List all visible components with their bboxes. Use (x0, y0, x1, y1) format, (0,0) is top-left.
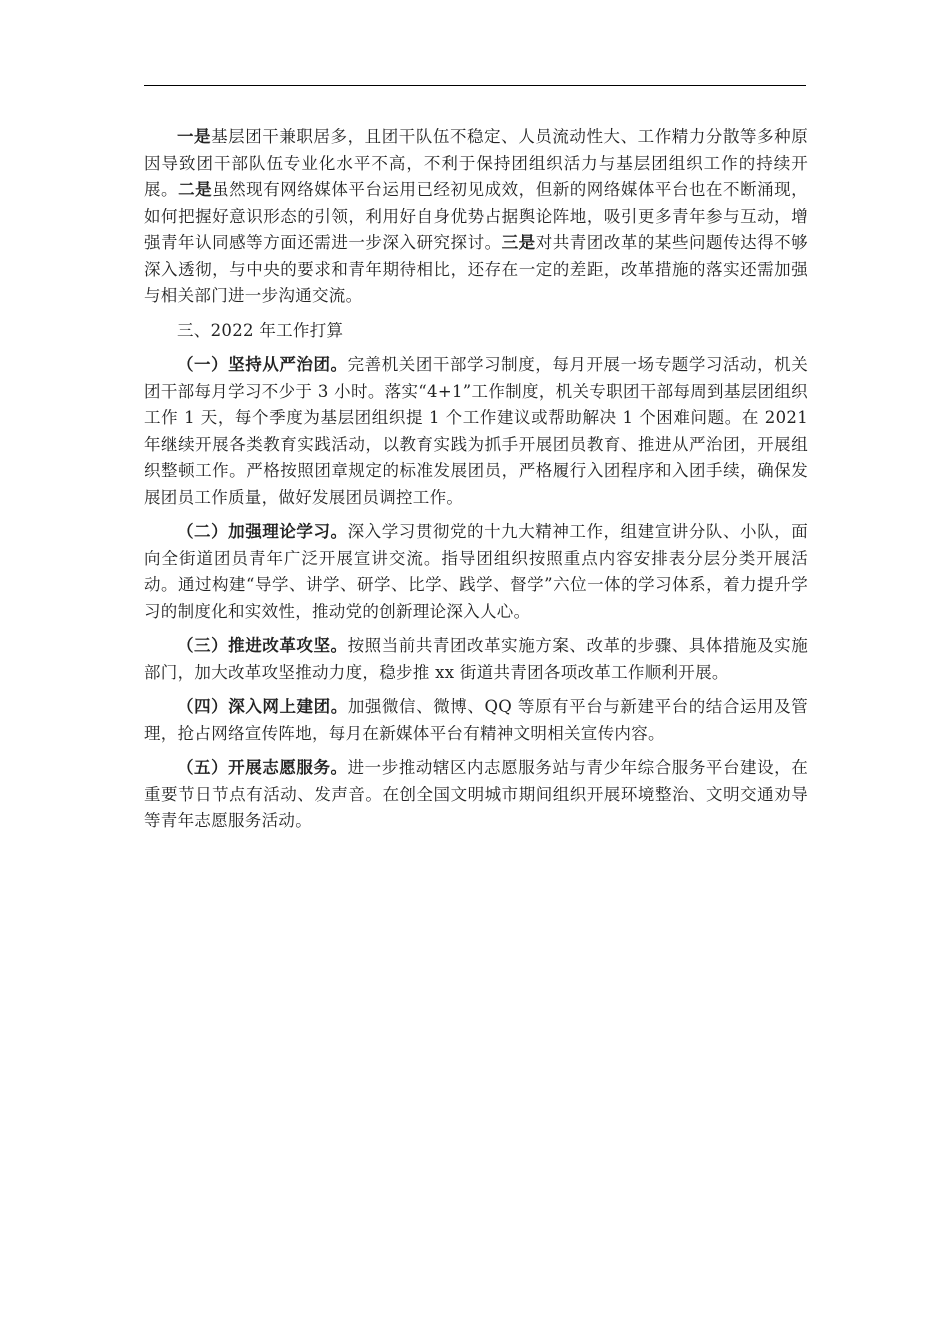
plan-item-title: （三）推进改革攻坚。 (177, 636, 348, 655)
plan-item-title: （二）加强理论学习。 (177, 522, 348, 541)
section-heading: 三、2022 年工作打算 (177, 320, 344, 340)
point-lead-3: 三是 (501, 233, 536, 252)
plan-item-text: 深入学习贯彻党的十九大精神工作，组建宣讲分队、小队，面向全街道团员青年广泛开展宣讲交流。指导团组织按照重点内容安排表分层分类开展活动。通过构建“导学、讲学、研学、比学、践学、督学”六位一体的学习体系，着力提升学习的制度化和实效性，推动党的创新理论深入人心。 (144, 522, 808, 621)
point-text-2: 虽然现有网络媒体平台运用已经初见成效，但新的网络媒体平台也在不断涌现，如何把握好意识形态的引领，利用好自身优势占据舆论阵地，吸引更多青年参与互动，增强青年认同感等方面还需进一步深入研究探讨。 (144, 180, 808, 252)
document-body (144, 124, 808, 843)
plan-item-text: 进一步推动辖区内志愿服务站与青少年综合服务平台建设，在重要节日节点有活动、发声音。在创全国文明城市期间组织开展环境整治、文明交通劝导等青年志愿服务活动。 (144, 758, 808, 830)
plan-item-5 (144, 755, 808, 835)
plan-item-text: 完善机关团干部学习制度，每月开展一场专题学习活动，机关团干部每月学习不少于 3 小时。落实“4+1”工作制度，机关专职团干部每周到基层团组织工作 1 天，每个季度为基层团组织提 1 个工作建议或帮助解决 1 个困难问题。在 2021 年继续开展各类教育实践活动，以教育实践为抓手开展团员教育、推进从严治团，开展组织整顿工作。严格按照团章规定的标准发展团员，严格履行入团程序和入团手续，确保发展团员工作质量，做好发展团员调控工作。 (144, 355, 808, 507)
plan-item-2 (144, 519, 808, 625)
plan-item-text: 按照当前共青团改革实施方案、改革的步骤、具体措施及实施部门，加大改革攻坚推动力度，稳步推 xx 街道共青团各项改革工作顺利开展。 (144, 636, 808, 682)
plan-item-text: 加强微信、微博、QQ 等原有平台与新建平台的结合运用及管理，抢占网络宣传阵地，每月在新媒体平台有精神文明相关宣传内容。 (144, 697, 809, 743)
plan-item-title: （五）开展志愿服务。 (177, 758, 348, 777)
plan-item-4 (144, 694, 808, 747)
plan-item-title: （四）深入网上建团。 (177, 697, 348, 716)
point-lead-2: 二是 (178, 180, 213, 199)
point-text-1: 基层团干兼职居多，且团干队伍不稳定、人员流动性大、工作精力分散等多种原因导致团干部队伍专业化水平不高，不利于保持团组织活力与基层团组织工作的持续开展。 (144, 127, 808, 199)
point-lead-1: 一是 (177, 127, 212, 146)
plan-item-1 (144, 352, 808, 511)
header-rule (144, 85, 806, 86)
plan-item-3 (144, 633, 808, 686)
intro-paragraph (144, 124, 808, 310)
plan-item-title: （一）坚持从严治团。 (177, 355, 348, 374)
point-text-3: 对共青团改革的某些问题传达得不够深入透彻，与中央的要求和青年期待相比，还存在一定的差距，改革措施的落实还需加强与相关部门进一步沟通交流。 (144, 233, 808, 305)
